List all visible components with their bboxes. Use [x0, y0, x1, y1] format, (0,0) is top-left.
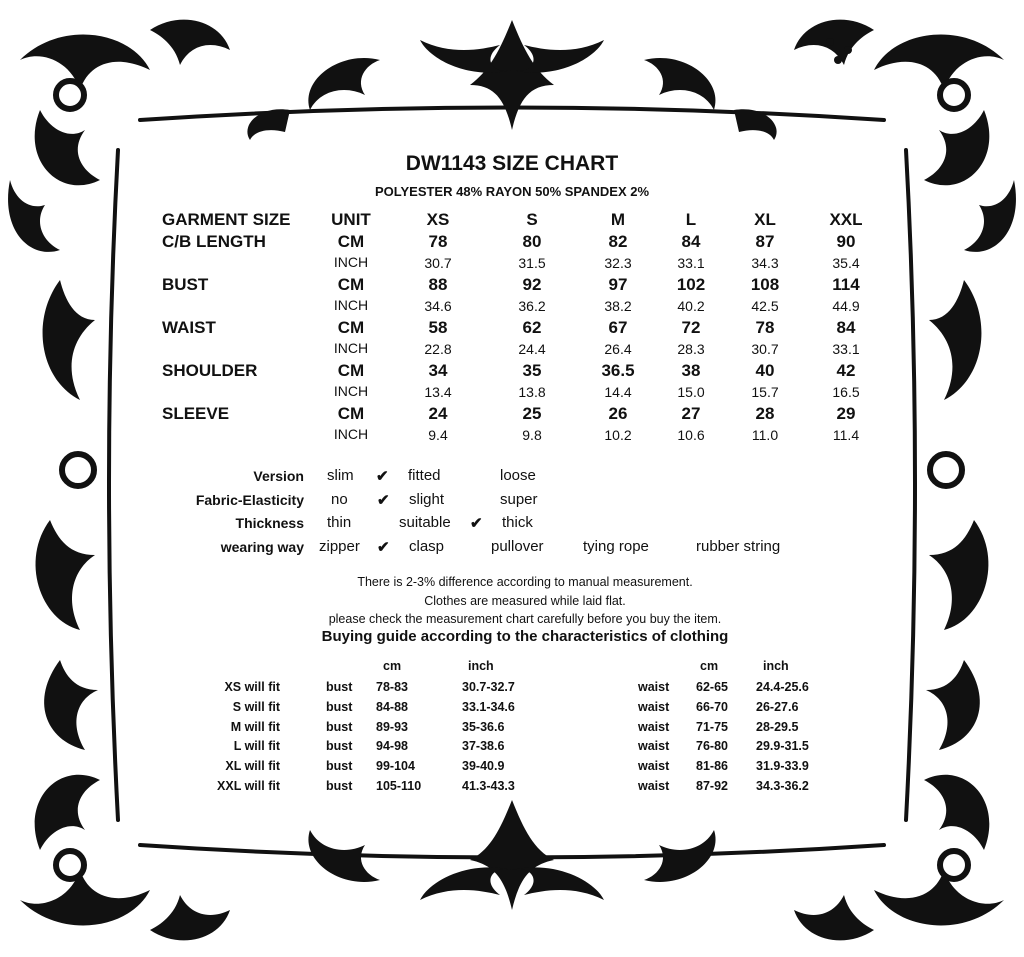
size-header-xs: XS [426, 210, 450, 229]
guide-fit-label: XS will fit [224, 680, 280, 694]
guide-measure: bust [326, 779, 353, 793]
garment-size-header: GARMENT SIZE [162, 210, 291, 229]
attribute-option: clasp [409, 537, 445, 555]
inch-value: 13.4 [424, 384, 452, 400]
guide-measure-2: waist [638, 759, 670, 774]
guide-inch-range: 35-36.6 [462, 719, 505, 734]
cm-value: 88 [428, 275, 448, 294]
right-side-scrolls [926, 280, 988, 750]
cm-value: 27 [681, 404, 701, 423]
cm-value: 24 [428, 404, 448, 423]
cm-value: 28 [755, 404, 775, 423]
attribute-option: slim [327, 467, 354, 484]
measurement-name: C/B LENGTH [162, 232, 266, 251]
cm-value: 36.5 [601, 361, 635, 380]
guide-cm-range-2: 66-70 [696, 699, 728, 714]
inch-value: 24.4 [518, 341, 546, 357]
guide-inch-range: 30.7-32.7 [462, 680, 515, 694]
cm-value: 80 [522, 232, 542, 251]
attribute-option: fitted [408, 467, 441, 484]
attribute-option: slight [409, 490, 445, 508]
attribute-label: Version [253, 468, 304, 484]
inch-value: 9.8 [522, 427, 542, 443]
guide-measure: bust [326, 719, 353, 734]
guide-measure-2: waist [638, 699, 670, 714]
note-line: Clothes are measured while laid flat. [424, 593, 626, 608]
cm-value: 29 [836, 404, 856, 423]
attribute-label: Fabric-Elasticity [195, 491, 304, 508]
inch-value: 34.6 [424, 298, 452, 314]
buying-guide-title: Buying guide according to the characteristics of clothing [321, 628, 729, 645]
inch-value: 10.2 [604, 427, 632, 443]
cm-value: 82 [608, 232, 628, 251]
guide-inch-header: inch [468, 659, 494, 673]
check-icon: ✔ [376, 468, 389, 485]
cm-value: 97 [608, 275, 628, 294]
attribute-label: wearing way [220, 538, 304, 555]
guide-fit-label: L will fit [233, 739, 280, 754]
inch-value: 15.7 [751, 384, 779, 400]
guide-fit-label: S will fit [232, 699, 280, 714]
inch-value: 38.2 [604, 298, 632, 314]
corner-ornament-bottom-left [20, 775, 230, 941]
attribute-option: zipper [319, 537, 360, 555]
guide-measure-2: waist [638, 719, 670, 734]
size-header-m: M [610, 210, 626, 229]
inch-value: 40.2 [677, 298, 705, 314]
unit-cm: CM [337, 361, 365, 380]
unit-cm: CM [337, 404, 365, 423]
cm-value: 40 [755, 361, 775, 380]
inch-value: 42.5 [751, 298, 779, 314]
cm-value: 26 [608, 404, 628, 423]
inch-value: 34.3 [751, 255, 779, 271]
cm-value: 25 [522, 404, 542, 423]
guide-cm-range-2: 81-86 [696, 759, 728, 774]
unit-inch: INCH [333, 383, 369, 399]
size-header-l: L [685, 210, 697, 229]
measurement-name: WAIST [162, 318, 216, 337]
guide-inch-header-2: inch [763, 659, 789, 673]
inch-value: 36.2 [518, 298, 546, 314]
cm-value: 114 [832, 275, 860, 294]
cm-value: 87 [755, 232, 775, 251]
inch-value: 31.5 [518, 255, 546, 271]
inch-value: 26.4 [604, 341, 632, 357]
guide-measure: bust [326, 699, 353, 714]
unit-header: UNIT [331, 210, 371, 229]
guide-fit-label: XXL will fit [217, 779, 280, 793]
guide-cm-range: 89-93 [376, 719, 408, 734]
inch-value: 9.4 [428, 427, 448, 443]
inch-value: 13.8 [518, 384, 546, 400]
guide-measure: bust [326, 680, 353, 694]
guide-fit-label: XL will fit [225, 759, 280, 774]
note-line: There is 2-3% difference according to manual measurement. [357, 575, 693, 589]
attribute-option: pullover [491, 537, 544, 555]
guide-inch-range-2: 34.3-36.2 [756, 779, 809, 793]
attribute-option: thick [502, 514, 533, 531]
guide-measure: bust [326, 759, 353, 774]
unit-inch: INCH [333, 340, 369, 356]
inch-value: 11.0 [751, 427, 779, 443]
attribute-label: Thickness [235, 515, 304, 531]
guide-measure: bust [326, 739, 353, 754]
unit-cm: CM [337, 318, 365, 337]
unit-inch: INCH [333, 254, 369, 270]
cm-value: 92 [522, 275, 542, 294]
material-composition: POLYESTER 48% RAYON 50% SPANDEX 2% [374, 184, 650, 199]
inch-value: 28.3 [677, 341, 705, 357]
guide-measure-2: waist [638, 680, 670, 694]
guide-cm-range: 99-104 [376, 759, 415, 774]
guide-inch-range: 33.1-34.6 [462, 699, 515, 714]
guide-inch-range-2: 31.9-33.9 [756, 759, 809, 774]
cm-value: 35 [522, 361, 542, 380]
guide-cm-range-2: 71-75 [696, 719, 728, 734]
attribute-option: suitable [399, 514, 451, 531]
attribute-option: super [500, 490, 538, 508]
guide-measure-2: waist [638, 779, 670, 793]
left-side-scrolls [36, 280, 98, 750]
inch-value: 30.7 [751, 341, 779, 357]
inch-value: 11.4 [832, 427, 860, 443]
guide-cm-header: cm [383, 659, 402, 673]
cm-value: 42 [836, 361, 856, 380]
measurement-name: BUST [162, 275, 209, 294]
guide-cm-range: 78-83 [376, 680, 408, 694]
guide-cm-range: 105-110 [376, 779, 422, 793]
cm-value: 38 [681, 361, 701, 380]
guide-inch-range-2: 28-29.5 [756, 719, 799, 734]
cm-value: 84 [836, 318, 856, 337]
cm-value: 78 [755, 318, 775, 337]
guide-cm-range: 94-98 [376, 739, 408, 754]
inch-value: 15.0 [677, 384, 705, 400]
attribute-option: tying rope [583, 537, 649, 555]
corner-ornament-bottom-right [794, 775, 1004, 941]
cm-value: 90 [836, 232, 856, 251]
cm-value: 67 [608, 318, 628, 337]
cm-value: 108 [750, 275, 780, 294]
inch-value: 44.9 [832, 298, 860, 314]
inch-value: 33.1 [677, 255, 705, 271]
guide-cm-header-2: cm [700, 659, 719, 673]
inch-value: 14.4 [604, 384, 632, 400]
unit-cm: CM [337, 232, 365, 251]
check-icon: ✔ [377, 491, 390, 509]
top-center-crest [247, 20, 776, 140]
note-line: please check the measurement chart carefully before you buy the item. [328, 612, 722, 626]
check-icon: ✔ [470, 515, 483, 532]
guide-cm-range-2: 62-65 [696, 680, 728, 694]
inch-value: 16.5 [832, 384, 860, 400]
inch-value: 35.4 [832, 255, 860, 271]
attribute-option: thin [327, 514, 352, 531]
guide-inch-range: 37-38.6 [462, 739, 505, 754]
size-header-xl: XL [754, 210, 776, 229]
guide-fit-label: M will fit [230, 719, 280, 734]
unit-inch: INCH [333, 297, 369, 313]
cm-value: 78 [428, 232, 448, 251]
inch-value: 33.1 [832, 341, 860, 357]
guide-measure-2: waist [638, 739, 670, 754]
measurement-name: SLEEVE [162, 404, 230, 423]
inch-value: 10.6 [677, 427, 705, 443]
guide-cm-range-2: 87-92 [696, 779, 728, 793]
guide-inch-range: 39-40.9 [462, 759, 505, 774]
guide-cm-range: 84-88 [376, 699, 408, 714]
cm-value: 62 [522, 318, 542, 337]
unit-cm: CM [337, 275, 365, 294]
inch-value: 32.3 [604, 255, 632, 271]
attribute-option: rubber string [696, 537, 781, 555]
guide-inch-range-2: 24.4-25.6 [756, 680, 809, 694]
cm-value: 72 [681, 318, 701, 337]
cm-value: 102 [676, 275, 706, 294]
measurement-name: SHOULDER [162, 361, 258, 380]
attribute-option: loose [500, 467, 536, 484]
guide-inch-range-2: 29.9-31.5 [756, 739, 809, 754]
guide-cm-range-2: 76-80 [696, 739, 728, 754]
size-header-xxl: XXL [829, 210, 863, 229]
inch-value: 30.7 [424, 255, 452, 271]
guide-inch-range: 41.3-43.3 [462, 779, 515, 793]
guide-inch-range-2: 26-27.6 [756, 699, 799, 714]
size-header-s: S [526, 210, 538, 229]
check-icon: ✔ [377, 538, 390, 556]
inch-value: 22.8 [424, 341, 452, 357]
unit-inch: INCH [333, 426, 369, 442]
attribute-option: no [331, 490, 348, 508]
chart-title: DW1143 SIZE CHART [405, 152, 619, 175]
cm-value: 34 [428, 361, 448, 380]
cm-value: 58 [428, 318, 448, 337]
cm-value: 84 [681, 232, 701, 251]
